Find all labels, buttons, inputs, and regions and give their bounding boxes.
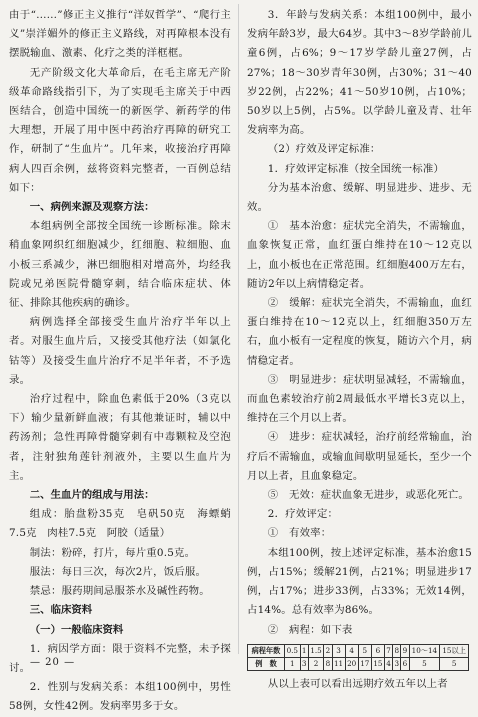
table-value-cell: 3	[300, 657, 308, 670]
right-column	[247, 6, 472, 694]
left-para-9: 服法：每日三次，每次2片，饭后服。	[29, 565, 207, 578]
page-number: — 20 —	[30, 657, 76, 668]
table-value-cell: 5	[440, 657, 469, 670]
left-para-14: 2．性别与发病关系：本组100例中，男性58例，女性42例。发病率男多于女。	[9, 681, 231, 713]
table-header-cell: 10～14	[409, 644, 440, 657]
table-header-cell: 15以上	[440, 644, 469, 657]
left-para-0: 由于“……”修正主义推行“洋奴哲学”、“爬行主义”崇洋媚外的修正主义路线，对再障根本没有摆脱输血、激素、化疗之类的洋框框。	[9, 9, 231, 60]
left-heading-12: （一）一般临床资料	[29, 623, 124, 636]
column-divider	[238, 4, 239, 654]
header-label: 病程年数	[248, 644, 285, 657]
table-value-cell: 15	[371, 657, 384, 670]
right-para-1: （2）疗效及评定标准：	[267, 143, 381, 156]
right-para-2: 1．疗效评定标准（按全国统一标准）	[267, 162, 445, 175]
right-para-10: ① 有效率：	[267, 527, 332, 540]
right-para-8: ⑤ 无效：症状血象无进步，或恶化死亡。	[267, 489, 470, 502]
disease-course-table	[247, 644, 469, 671]
left-para-13: 1．病因学方面：限于资料不完整，未予探讨。	[9, 642, 231, 674]
table-header-cell: 5	[358, 644, 371, 657]
table-value-cell: 20	[345, 657, 358, 670]
table-value-cell: 8	[324, 657, 332, 670]
course-table-wrap	[247, 644, 472, 671]
table-header-cell: 0.5	[285, 644, 301, 657]
right-tail-para-0: 从以上表可以看出远期疗效五年以上者	[267, 677, 448, 690]
left-para-10: 禁忌：服药期间忌服茶水及碱性药物。	[29, 585, 210, 598]
table-header-row	[248, 644, 469, 657]
table-value-cell: 5	[409, 657, 440, 670]
right-para-3: 分为基本治愈、缓解、明显进步、进步、无效。	[247, 181, 472, 214]
table-value-cell: 3	[393, 657, 401, 670]
left-para-3: 本组病例全部按全国统一诊断标准。除末稍血象网织红细胞减少，红细胞、粒细胞、血小板三系减少，淋巴细胞相对增高外，均经我院或兄弟医院骨髓穿刺，结合临床症状、体征、排除其他疾病的确诊。	[9, 220, 231, 310]
table-header-cell: 4	[345, 644, 358, 657]
table-header-cell: 7	[385, 644, 393, 657]
left-para-5: 治疗过程中，除血色素低于20%（3克以下）输少量新鲜血液；有其他兼证时，辅以中药汤剂；急性再障骨髓穿刺有中毒颗粒及空泡者，注射独角莲针剂液外，主要以生血片为主。	[9, 393, 231, 482]
right-para-7: ④ 进步：症状减轻，治疗前经常输血，治疗后不需输血，或输血间歇明显延长，至少一个月以上者，且血象稳定。	[247, 431, 472, 482]
table-header-cell: 6	[371, 644, 384, 657]
row-label: 例 数	[248, 657, 285, 670]
right-para-5: ② 缓解：症状完全消失，不需输血，血红蛋白维持在10～12克以上，红细胞350万左右，血小板有一定程度的恢复，随访六个月，病情稳定者。	[247, 297, 472, 367]
left-para-8: 制法：粉碎，打片，每片重0.5克。	[29, 546, 196, 559]
left-column	[9, 6, 231, 717]
left-heading-11: 三、临床资料	[29, 604, 93, 617]
right-para-0: 3．年龄与发病关系：本组100例中，最小发病年龄3岁，最大64岁。其中3～8岁学龄前儿童6例，占6%；9～17岁学龄儿童27例，占27%；18～30岁青年30例，占30%；31～40岁22例，占22%；41～50岁10例，占10%；50岁以上5例，占5%。以学龄儿童及青、壮年发病率为高。	[247, 9, 472, 137]
left-para-4: 病例选择全部接受生血片治疗半年以上者。对服生血片后，又接受其他疗法（如氯化钴等）及接受生血片治疗不足半年者，不予选录。	[9, 316, 231, 386]
table-header-cell: 3	[332, 644, 345, 657]
table-header-cell: 1.5	[308, 644, 324, 657]
right-para-9: 2．疗效评定：	[267, 508, 339, 521]
table-value-cell: 1	[285, 657, 301, 670]
right-para-4: ① 基本治愈：症状完全消失，不需输血，血象恢复正常，血红蛋白维持在10～12克以上，血小板也在正常范围。红细胞400万左右，随访2年以上病情稳定者。	[247, 220, 472, 290]
table-value-cell: 6	[401, 657, 409, 670]
right-para-12: ② 病程：如下表	[267, 623, 353, 636]
right-para-6: ③ 明显进步：症状明显减轻，不需输血，而血色素较治疗前2周最低水平增长3克以上，维持在三个月以上者。	[247, 373, 472, 425]
left-heading-2: 一、病例来源及观察方法：	[29, 201, 155, 214]
left-para-1: 无产阶级文化大革命后，在毛主席无产阶级革命路线指引下，为了实现毛主席关于中西医结合，创造中国统一的新医学、新药学的伟大理想，开展了用中医中药治疗再障的研究工作，研制了“生血片”。几年来，收接治疗再障病人四百余例，兹将资料完整者，一百例总结如下：	[9, 66, 231, 194]
table-value-row	[248, 657, 469, 670]
table-header-cell: 1	[300, 644, 308, 657]
table-header-cell: 8	[393, 644, 401, 657]
table-value-cell: 2	[308, 657, 324, 670]
table-header-cell: 9	[401, 644, 409, 657]
table-value-cell: 4	[385, 657, 393, 670]
table-header-cell: 2	[324, 644, 332, 657]
table-value-cell: 11	[332, 657, 345, 670]
table-value-cell: 17	[358, 657, 371, 670]
left-para-7: 组成：胎盘粉35克 皂矾50克 海螵蛸7.5克 肉桂7.5克 阿胶（适量）	[9, 508, 231, 540]
right-para-11: 本组100例，按上述评定标准，基本治愈15例，占15%；缓解21例，占21%；明显进步17例，占17%；进步33例，占33%；无效14例，占14%。总有效率为86%。	[247, 546, 472, 617]
left-heading-6: 二、生血片的组成与用法：	[29, 489, 155, 502]
